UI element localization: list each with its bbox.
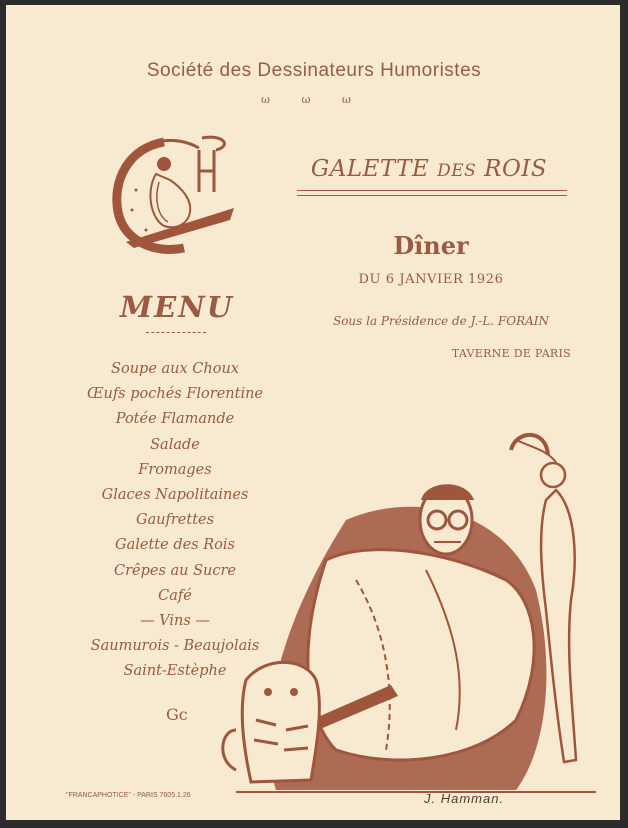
ornament-row: ω ω ω: [261, 93, 365, 106]
menu-card: [6, 5, 620, 820]
artist-signature: J. Hamman.: [424, 791, 505, 806]
event-title-rois: ROIS: [484, 156, 548, 182]
menu-item: Œufs pochés Florentine: [86, 386, 263, 403]
presidence-line: Sous la Présidence de J.-L. FORAIN: [332, 314, 550, 328]
menu-item: Galette des Rois: [115, 537, 235, 554]
menu-rule: [146, 332, 206, 333]
menu-item: Soupe aux Choux: [111, 361, 239, 377]
printer-imprint: "FRANCAPHOTICE" - PARIS 7605.1.26: [66, 792, 191, 799]
illustration: [216, 430, 616, 805]
menu-item: Fromages: [138, 461, 212, 478]
event-date: DU 6 JANVIER 1926: [358, 272, 504, 287]
diner-heading: Dîner: [393, 231, 469, 260]
monogram-small: Gc: [166, 705, 188, 724]
menu-item: Saumurois - Beaujolais: [90, 638, 260, 655]
menu-item: Salade: [150, 436, 200, 453]
event-title-main: GALETTE: [310, 156, 430, 182]
menu-title: MENU: [119, 290, 234, 324]
event-title: [296, 156, 562, 182]
event-title-des: DES: [437, 161, 477, 181]
menu-item: Gaufrettes: [135, 512, 215, 529]
menu-item: Glaces Napolitaines: [101, 486, 249, 503]
society-name: Société des Dessinateurs Humoristes: [146, 60, 482, 81]
menu-item: Café: [158, 587, 192, 604]
menu-item: — Vins —: [140, 612, 210, 629]
venue-name: TAVERNE DE PARIS: [451, 347, 571, 360]
menu-item: Saint-Estèphe: [123, 663, 227, 680]
title-rule: [297, 190, 567, 196]
monogram-illustration: [104, 130, 244, 260]
menu-item: Potée Flamande: [115, 411, 235, 428]
menu-item: Crêpes au Sucre: [113, 562, 237, 579]
